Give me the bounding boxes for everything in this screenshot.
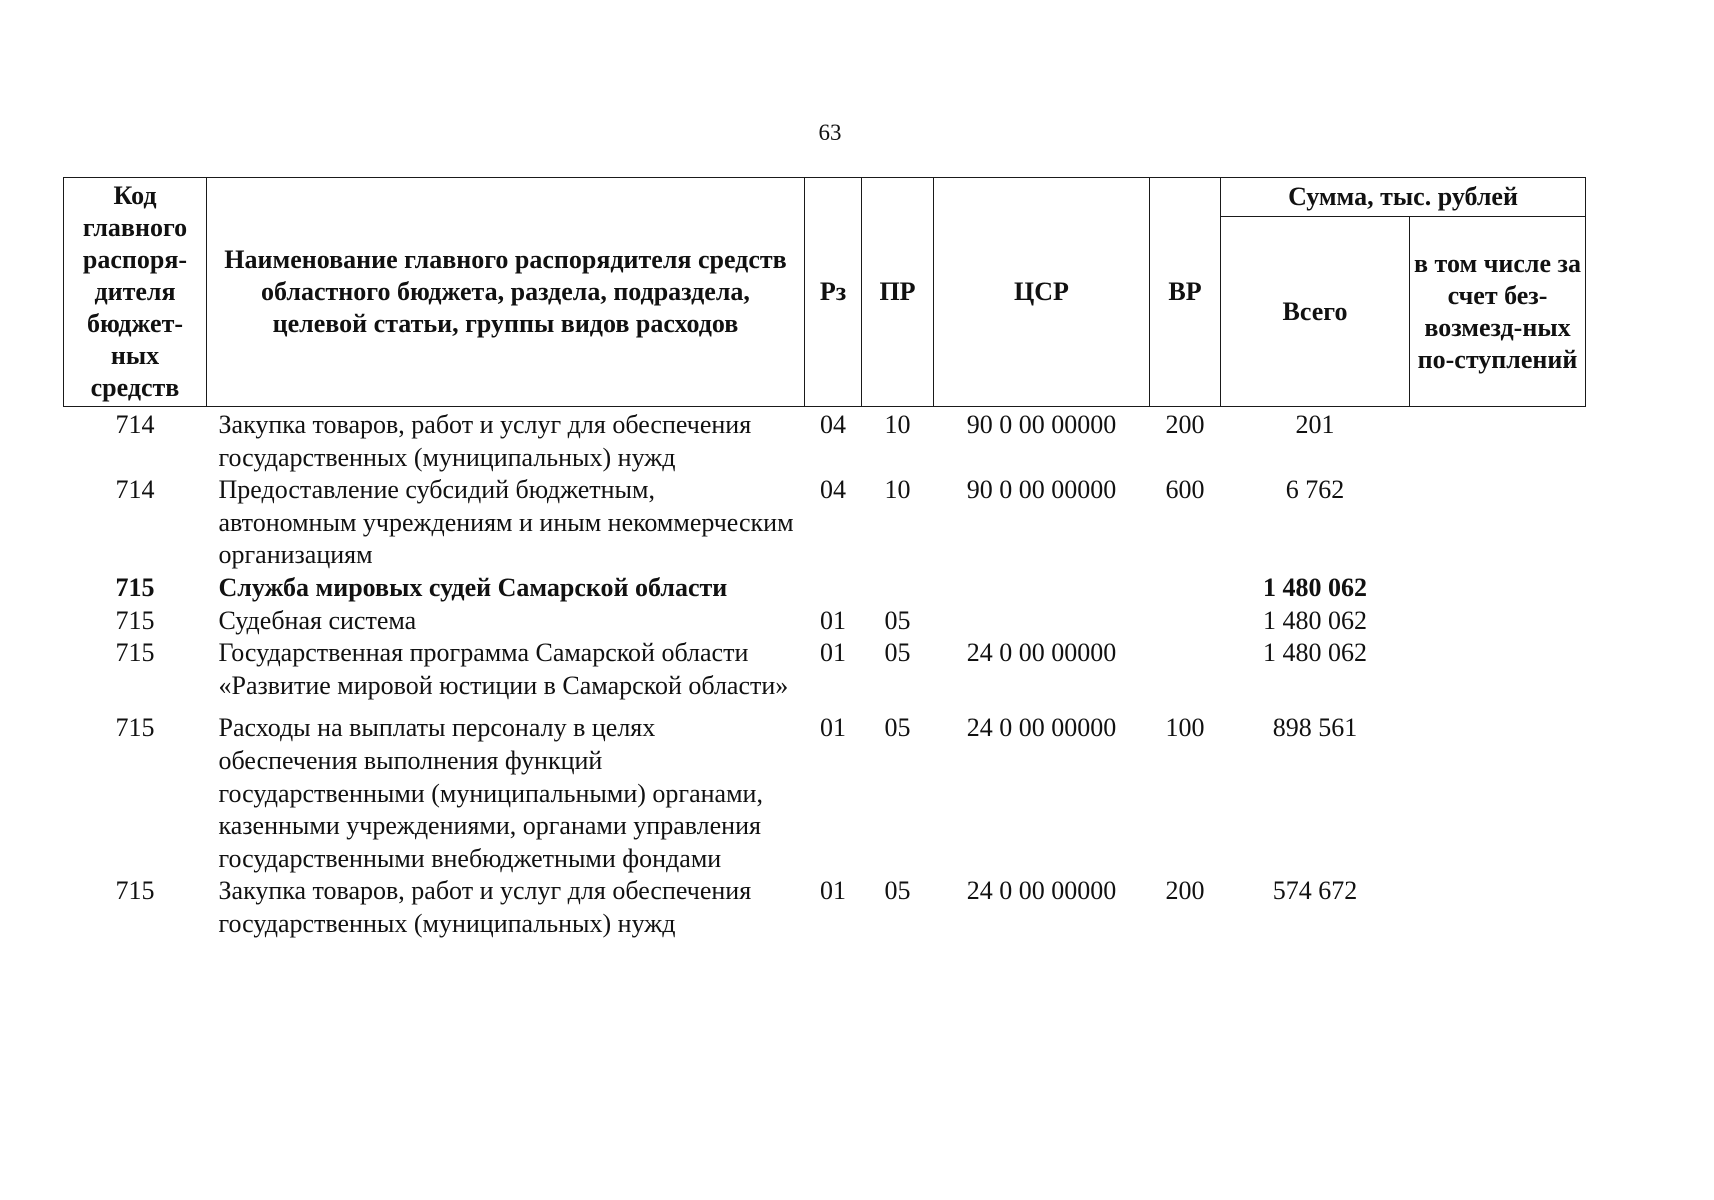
header-name: Наименование главного распорядителя средств областного бюджета, раздела, подраздела, целевой статьи, группы видов расходов [207, 178, 805, 407]
header-including: в том числе за счет без-возмезд-ных по-ступлений [1410, 217, 1586, 407]
table-row [64, 702, 1586, 875]
cell-total: 1 480 062 [1263, 605, 1367, 635]
cell-code: 715 [115, 876, 155, 906]
header-total: Всего [1221, 217, 1410, 407]
cell-including [1410, 572, 1586, 605]
header-sum: Сумма, тыс. рублей [1221, 178, 1586, 217]
cell-total: 1 480 062 [1263, 572, 1367, 602]
cell-pr: 05 [884, 876, 911, 906]
cell-total: 6 762 [1285, 475, 1345, 505]
cell-name: Предоставление субсидий бюджетным, автономным учреждениям и иным некоммерческим организациям [218, 475, 794, 570]
header-pr: ПР [862, 178, 934, 407]
cell-code: 715 [115, 605, 155, 635]
cell-csr [934, 605, 1150, 638]
cell-pr: 10 [884, 410, 911, 439]
table-row [64, 474, 1586, 572]
header-code: Код главного распоря-дителя бюджет-ных средств [64, 178, 207, 407]
cell-name: Судебная система [218, 605, 417, 635]
cell-rz: 01 [820, 605, 846, 635]
cell-pr: 05 [884, 638, 911, 668]
cell-vr [1150, 572, 1221, 605]
cell-total: 574 672 [1272, 876, 1358, 906]
cell-vr [1150, 605, 1221, 638]
cell-rz: 04 [820, 410, 846, 439]
cell-including [1410, 875, 1586, 940]
cell-rz: 01 [820, 638, 846, 668]
cell-code: 714 [115, 410, 155, 439]
cell-pr: 10 [884, 475, 911, 505]
cell-including [1410, 702, 1586, 875]
table-row [64, 637, 1586, 702]
cell-including [1410, 637, 1586, 702]
cell-rz [805, 572, 862, 605]
cell-total: 201 [1295, 410, 1335, 439]
cell-csr: 24 0 00 00000 [966, 638, 1117, 668]
cell-name: Расходы на выплаты персоналу в целях обеспечения выполнения функций государственными (муниципальными) органами, казенными учреждениями, органами управления государственными внебюджетными фондами [218, 713, 763, 873]
cell-pr [862, 572, 934, 605]
cell-total: 1 480 062 [1263, 638, 1367, 668]
table-row [64, 605, 1586, 638]
cell-total: 898 561 [1272, 713, 1358, 743]
cell-code: 715 [115, 572, 155, 602]
cell-name: Служба мировых судей Самарской области [218, 572, 728, 602]
cell-vr: 200 [1165, 876, 1205, 906]
budget-table [63, 177, 1586, 941]
cell-pr: 05 [884, 605, 911, 635]
table-row [64, 572, 1586, 605]
cell-name: Закупка товаров, работ и услуг для обеспечения государственных (муниципальных) нужд [218, 876, 752, 938]
cell-vr [1150, 637, 1221, 702]
cell-vr: 600 [1165, 475, 1205, 505]
table-row [64, 875, 1586, 940]
cell-including [1410, 407, 1586, 475]
cell-name: Государственная программа Самарской области «Развитие мировой юстиции в Самарской области» [218, 638, 789, 700]
cell-vr: 200 [1165, 410, 1205, 439]
cell-name: Закупка товаров, работ и услуг для обеспечения государственных (муниципальных) нужд [218, 410, 752, 472]
cell-rz: 01 [820, 876, 846, 906]
cell-rz: 01 [820, 713, 846, 743]
cell-csr: 90 0 00 00000 [966, 410, 1117, 439]
cell-code: 714 [115, 475, 155, 505]
table-row [64, 407, 1586, 475]
cell-pr: 05 [884, 713, 911, 743]
page-number: 63 [818, 120, 842, 145]
cell-csr [934, 572, 1150, 605]
cell-code: 715 [115, 713, 155, 743]
cell-rz: 04 [820, 475, 846, 505]
cell-code: 715 [115, 638, 155, 668]
cell-csr: 24 0 00 00000 [966, 876, 1117, 906]
cell-including [1410, 605, 1586, 638]
header-vr: ВР [1150, 178, 1221, 407]
cell-including [1410, 474, 1586, 572]
header-rz: Рз [805, 178, 862, 407]
cell-vr: 100 [1165, 713, 1205, 743]
cell-csr: 90 0 00 00000 [966, 475, 1117, 505]
table-body [64, 407, 1586, 941]
cell-csr: 24 0 00 00000 [966, 713, 1117, 743]
header-csr: ЦСР [934, 178, 1150, 407]
